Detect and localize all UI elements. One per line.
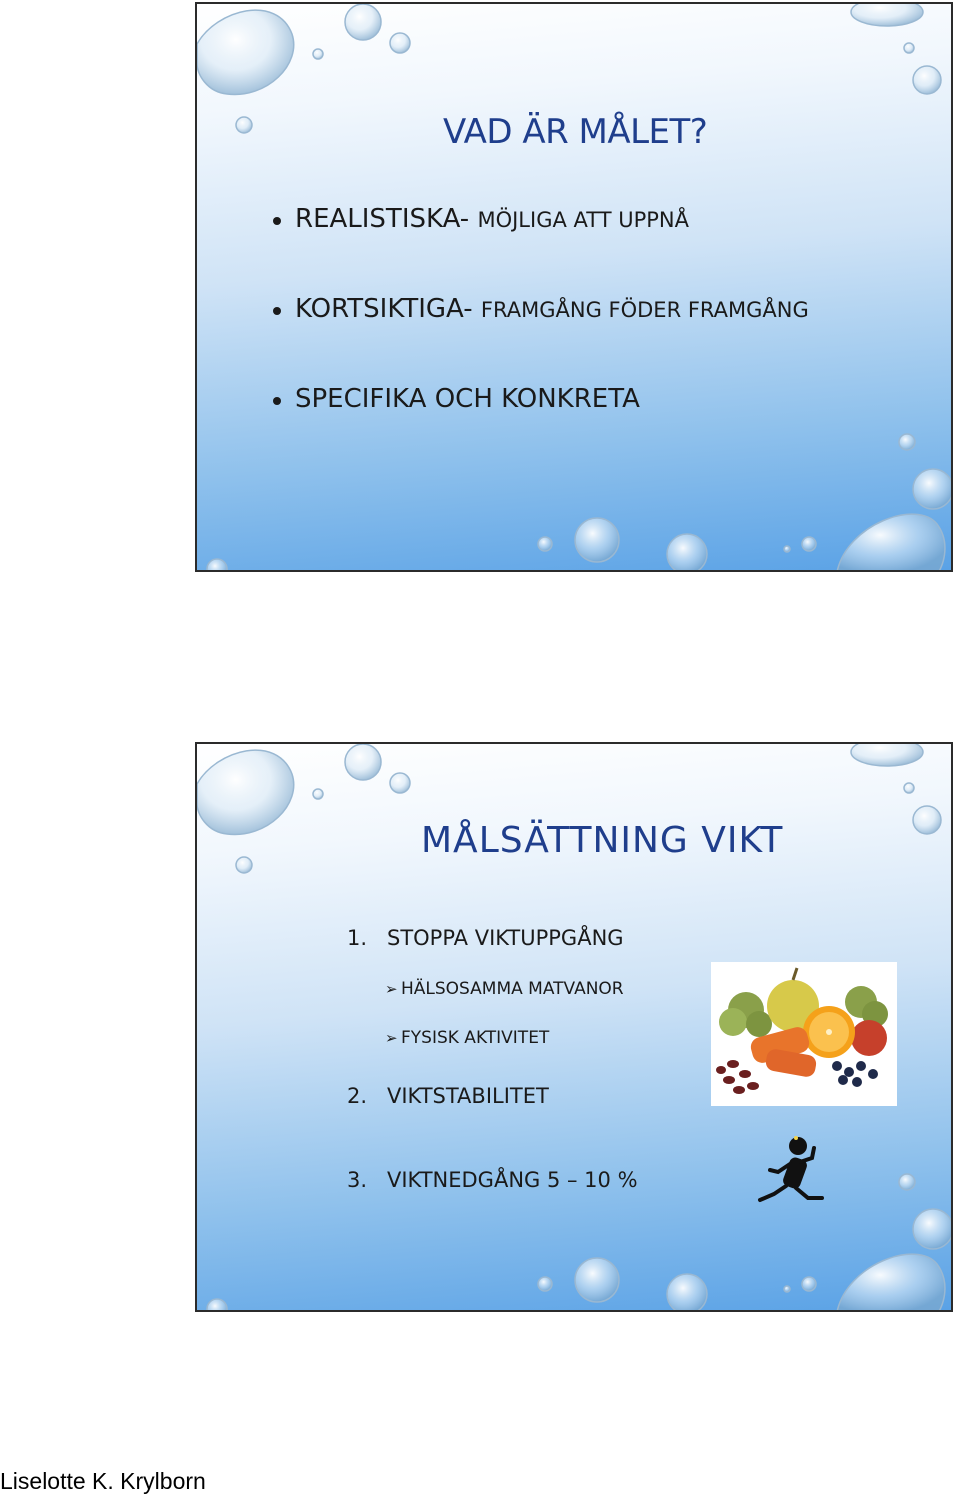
arrow-bullet-icon: ➢: [385, 1029, 398, 1047]
sub-list-text: HÄLSOSAMMA MATVANOR: [401, 979, 624, 999]
slide-2: [195, 742, 953, 1312]
fruit-vegetable-image: [711, 962, 897, 1106]
running-figure-icon: [752, 1132, 832, 1212]
bullet-kortsiktiga: [295, 294, 809, 324]
sub-list-text: FYSISK AKTIVITET: [401, 1028, 550, 1048]
list-item: [347, 1084, 549, 1108]
sub-list-item: [385, 979, 624, 999]
author-footer: Liselotte K. Krylborn: [0, 1468, 206, 1494]
list-number: 1.: [347, 926, 368, 950]
bullet-lead: KORTSIKTIGA-: [295, 294, 481, 324]
bullet-lead: SPECIFIKA OCH KONKRETA: [295, 384, 640, 414]
bullet-dot: [273, 307, 281, 315]
bullet-dot: [273, 397, 281, 405]
list-number: 2.: [347, 1084, 368, 1108]
water-drops-decoration: [197, 4, 953, 572]
bullet-dot: [273, 217, 281, 225]
slide-1-title: VAD ÄR MÅLET?: [443, 112, 708, 152]
bullet-rest: FRAMGÅNG FÖDER FRAMGÅNG: [480, 298, 809, 322]
list-item: [347, 1168, 638, 1192]
bullet-realistiska: [295, 204, 689, 234]
list-text: VIKTSTABILITET: [387, 1084, 549, 1108]
list-item: [347, 926, 624, 950]
list-text: STOPPA VIKTUPPGÅNG: [387, 926, 624, 950]
bullet-rest: MÖJLIGA ATT UPPNÅ: [477, 208, 689, 232]
bullet-lead: REALISTISKA-: [295, 204, 478, 234]
bullet-specifika: [295, 384, 640, 414]
arrow-bullet-icon: ➢: [385, 980, 398, 998]
list-number: 3.: [347, 1168, 368, 1192]
slide-1: [195, 2, 953, 572]
sub-list-item: [385, 1028, 549, 1048]
slide-2-title: MÅLSÄTTNING VIKT: [421, 820, 784, 861]
list-text: VIKTNEDGÅNG 5 – 10 %: [387, 1168, 638, 1192]
